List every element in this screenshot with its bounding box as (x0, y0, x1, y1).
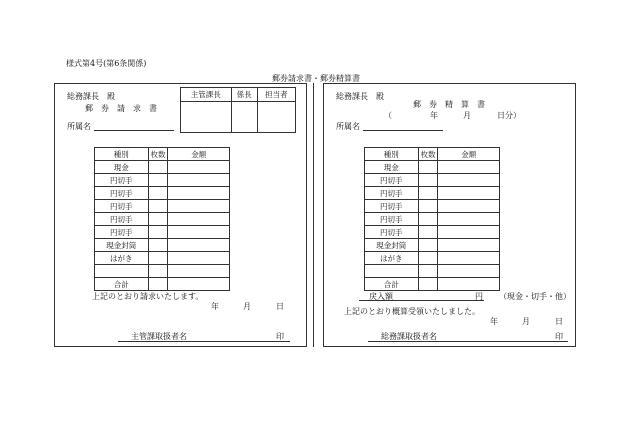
count-cell[interactable] (418, 161, 438, 174)
amount-cell[interactable] (168, 200, 230, 213)
right-signature-line[interactable] (368, 341, 568, 342)
right-doc-title: 郵 券 精 算 書 (413, 100, 485, 109)
table-row (95, 252, 230, 265)
right-seal: 印 (555, 332, 563, 341)
row-label: 円切手 (365, 213, 419, 226)
right-date-year: 年 (490, 317, 498, 326)
amount-cell[interactable] (438, 174, 500, 187)
row-label: 円切手 (95, 200, 149, 213)
left-date-day: 日 (276, 302, 284, 311)
count-cell[interactable] (148, 239, 168, 252)
amount-cell[interactable] (438, 265, 500, 278)
approval-stamp-cell[interactable] (231, 102, 257, 133)
left-addressee: 総務課長 殿 (67, 92, 115, 101)
table-row (95, 187, 230, 200)
count-cell[interactable] (418, 226, 438, 239)
table-row (365, 252, 500, 265)
column-header: 種別 (365, 148, 419, 161)
column-header: 枚数 (418, 148, 438, 161)
count-cell[interactable] (148, 174, 168, 187)
right-postage-table (364, 147, 500, 291)
column-header: 種別 (95, 148, 149, 161)
count-cell[interactable] (148, 265, 168, 278)
count-cell[interactable] (418, 174, 438, 187)
form-title: 郵券請求書・郵券精算書 (272, 74, 360, 83)
count-cell[interactable] (148, 213, 168, 226)
left-approval-box (180, 87, 296, 133)
table-row (95, 278, 230, 291)
approval-header: 係長 (231, 88, 257, 102)
amount-cell[interactable] (168, 174, 230, 187)
amount-cell[interactable] (168, 187, 230, 200)
row-label: 円切手 (95, 187, 149, 200)
table-row (365, 278, 500, 291)
table-row (365, 239, 500, 252)
row-label (95, 265, 149, 278)
row-label: 現金封筒 (365, 239, 419, 252)
table-row (365, 200, 500, 213)
row-label (365, 265, 419, 278)
right-return-unit: 円 (475, 292, 483, 301)
table-row (365, 161, 500, 174)
row-label: 現金 (95, 161, 149, 174)
count-cell[interactable] (418, 213, 438, 226)
count-cell[interactable] (148, 278, 168, 291)
panel-divider (313, 83, 314, 347)
count-cell[interactable] (418, 265, 438, 278)
row-label: 現金 (365, 161, 419, 174)
row-label: 合計 (365, 278, 419, 291)
right-signer-label: 総務課取扱者名 (381, 332, 437, 341)
left-doc-title: 郵 券 請 求 書 (85, 104, 157, 113)
amount-cell[interactable] (168, 226, 230, 239)
left-date-month: 月 (243, 302, 251, 311)
row-label: 円切手 (95, 226, 149, 239)
count-cell[interactable] (148, 200, 168, 213)
right-period-month: 月 (463, 111, 471, 120)
form-number: 様式第4号(第6条関係) (66, 59, 147, 68)
amount-cell[interactable] (438, 239, 500, 252)
row-label: 円切手 (95, 174, 149, 187)
approval-header: 主管課長 (181, 88, 232, 102)
table-row (95, 239, 230, 252)
right-dept-field[interactable] (363, 130, 443, 131)
count-cell[interactable] (148, 252, 168, 265)
row-label: はがき (95, 252, 149, 265)
left-statement: 上記のとおり請求いたします。 (92, 292, 204, 301)
row-label: 円切手 (365, 174, 419, 187)
right-return-label: 戻入額 (369, 292, 393, 301)
amount-cell[interactable] (168, 161, 230, 174)
right-dept-label: 所属名 (336, 122, 360, 131)
count-cell[interactable] (418, 252, 438, 265)
left-dept-field[interactable] (94, 130, 174, 131)
count-cell[interactable] (148, 187, 168, 200)
amount-cell[interactable] (438, 200, 500, 213)
count-cell[interactable] (148, 226, 168, 239)
left-postage-table (94, 147, 230, 291)
row-label: 円切手 (365, 187, 419, 200)
row-label: 現金封筒 (95, 239, 149, 252)
approval-header: 担当者 (257, 88, 295, 102)
row-label: はがき (365, 252, 419, 265)
amount-cell[interactable] (168, 252, 230, 265)
column-header: 枚数 (148, 148, 168, 161)
row-label: 円切手 (95, 213, 149, 226)
amount-cell[interactable] (438, 252, 500, 265)
right-period-open: （ (384, 111, 392, 120)
table-row (95, 161, 230, 174)
left-seal: 印 (276, 332, 284, 341)
table-row (365, 174, 500, 187)
amount-cell[interactable] (168, 265, 230, 278)
table-row (365, 265, 500, 278)
amount-cell[interactable] (438, 187, 500, 200)
table-row (95, 174, 230, 187)
right-date-month: 月 (522, 317, 530, 326)
amount-cell[interactable] (438, 278, 500, 291)
right-date-day: 日 (555, 317, 563, 326)
right-statement: 上記のとおり概算受領いたしました。 (344, 307, 480, 316)
amount-cell[interactable] (438, 213, 500, 226)
amount-cell[interactable] (168, 213, 230, 226)
amount-cell[interactable] (438, 161, 500, 174)
right-addressee: 総務課長 殿 (336, 92, 384, 101)
row-label: 円切手 (365, 226, 419, 239)
count-cell[interactable] (418, 239, 438, 252)
count-cell[interactable] (418, 200, 438, 213)
count-cell[interactable] (418, 278, 438, 291)
table-row (95, 200, 230, 213)
count-cell[interactable] (418, 187, 438, 200)
left-dept-label: 所属名 (67, 122, 91, 131)
row-label: 円切手 (365, 200, 419, 213)
left-date-year: 年 (211, 302, 219, 311)
amount-cell[interactable] (168, 278, 230, 291)
table-row (365, 226, 500, 239)
column-header: 金額 (438, 148, 500, 161)
table-row (365, 213, 500, 226)
approval-stamp-cell[interactable] (181, 102, 232, 133)
approval-stamp-cell[interactable] (257, 102, 295, 133)
right-period-day: 日分） (497, 111, 521, 120)
right-return-amount-field[interactable] (359, 300, 484, 301)
table-row (95, 265, 230, 278)
amount-cell[interactable] (438, 226, 500, 239)
table-row (95, 213, 230, 226)
table-row (365, 187, 500, 200)
right-period-year: 年 (430, 111, 438, 120)
row-label: 合計 (95, 278, 149, 291)
count-cell[interactable] (148, 161, 168, 174)
table-row (95, 226, 230, 239)
left-signature-line[interactable] (118, 341, 290, 342)
column-header: 金額 (168, 148, 230, 161)
amount-cell[interactable] (168, 239, 230, 252)
left-signer-label: 主管課取扱者名 (131, 332, 187, 341)
right-return-note: （現金・切手・他） (499, 292, 571, 301)
